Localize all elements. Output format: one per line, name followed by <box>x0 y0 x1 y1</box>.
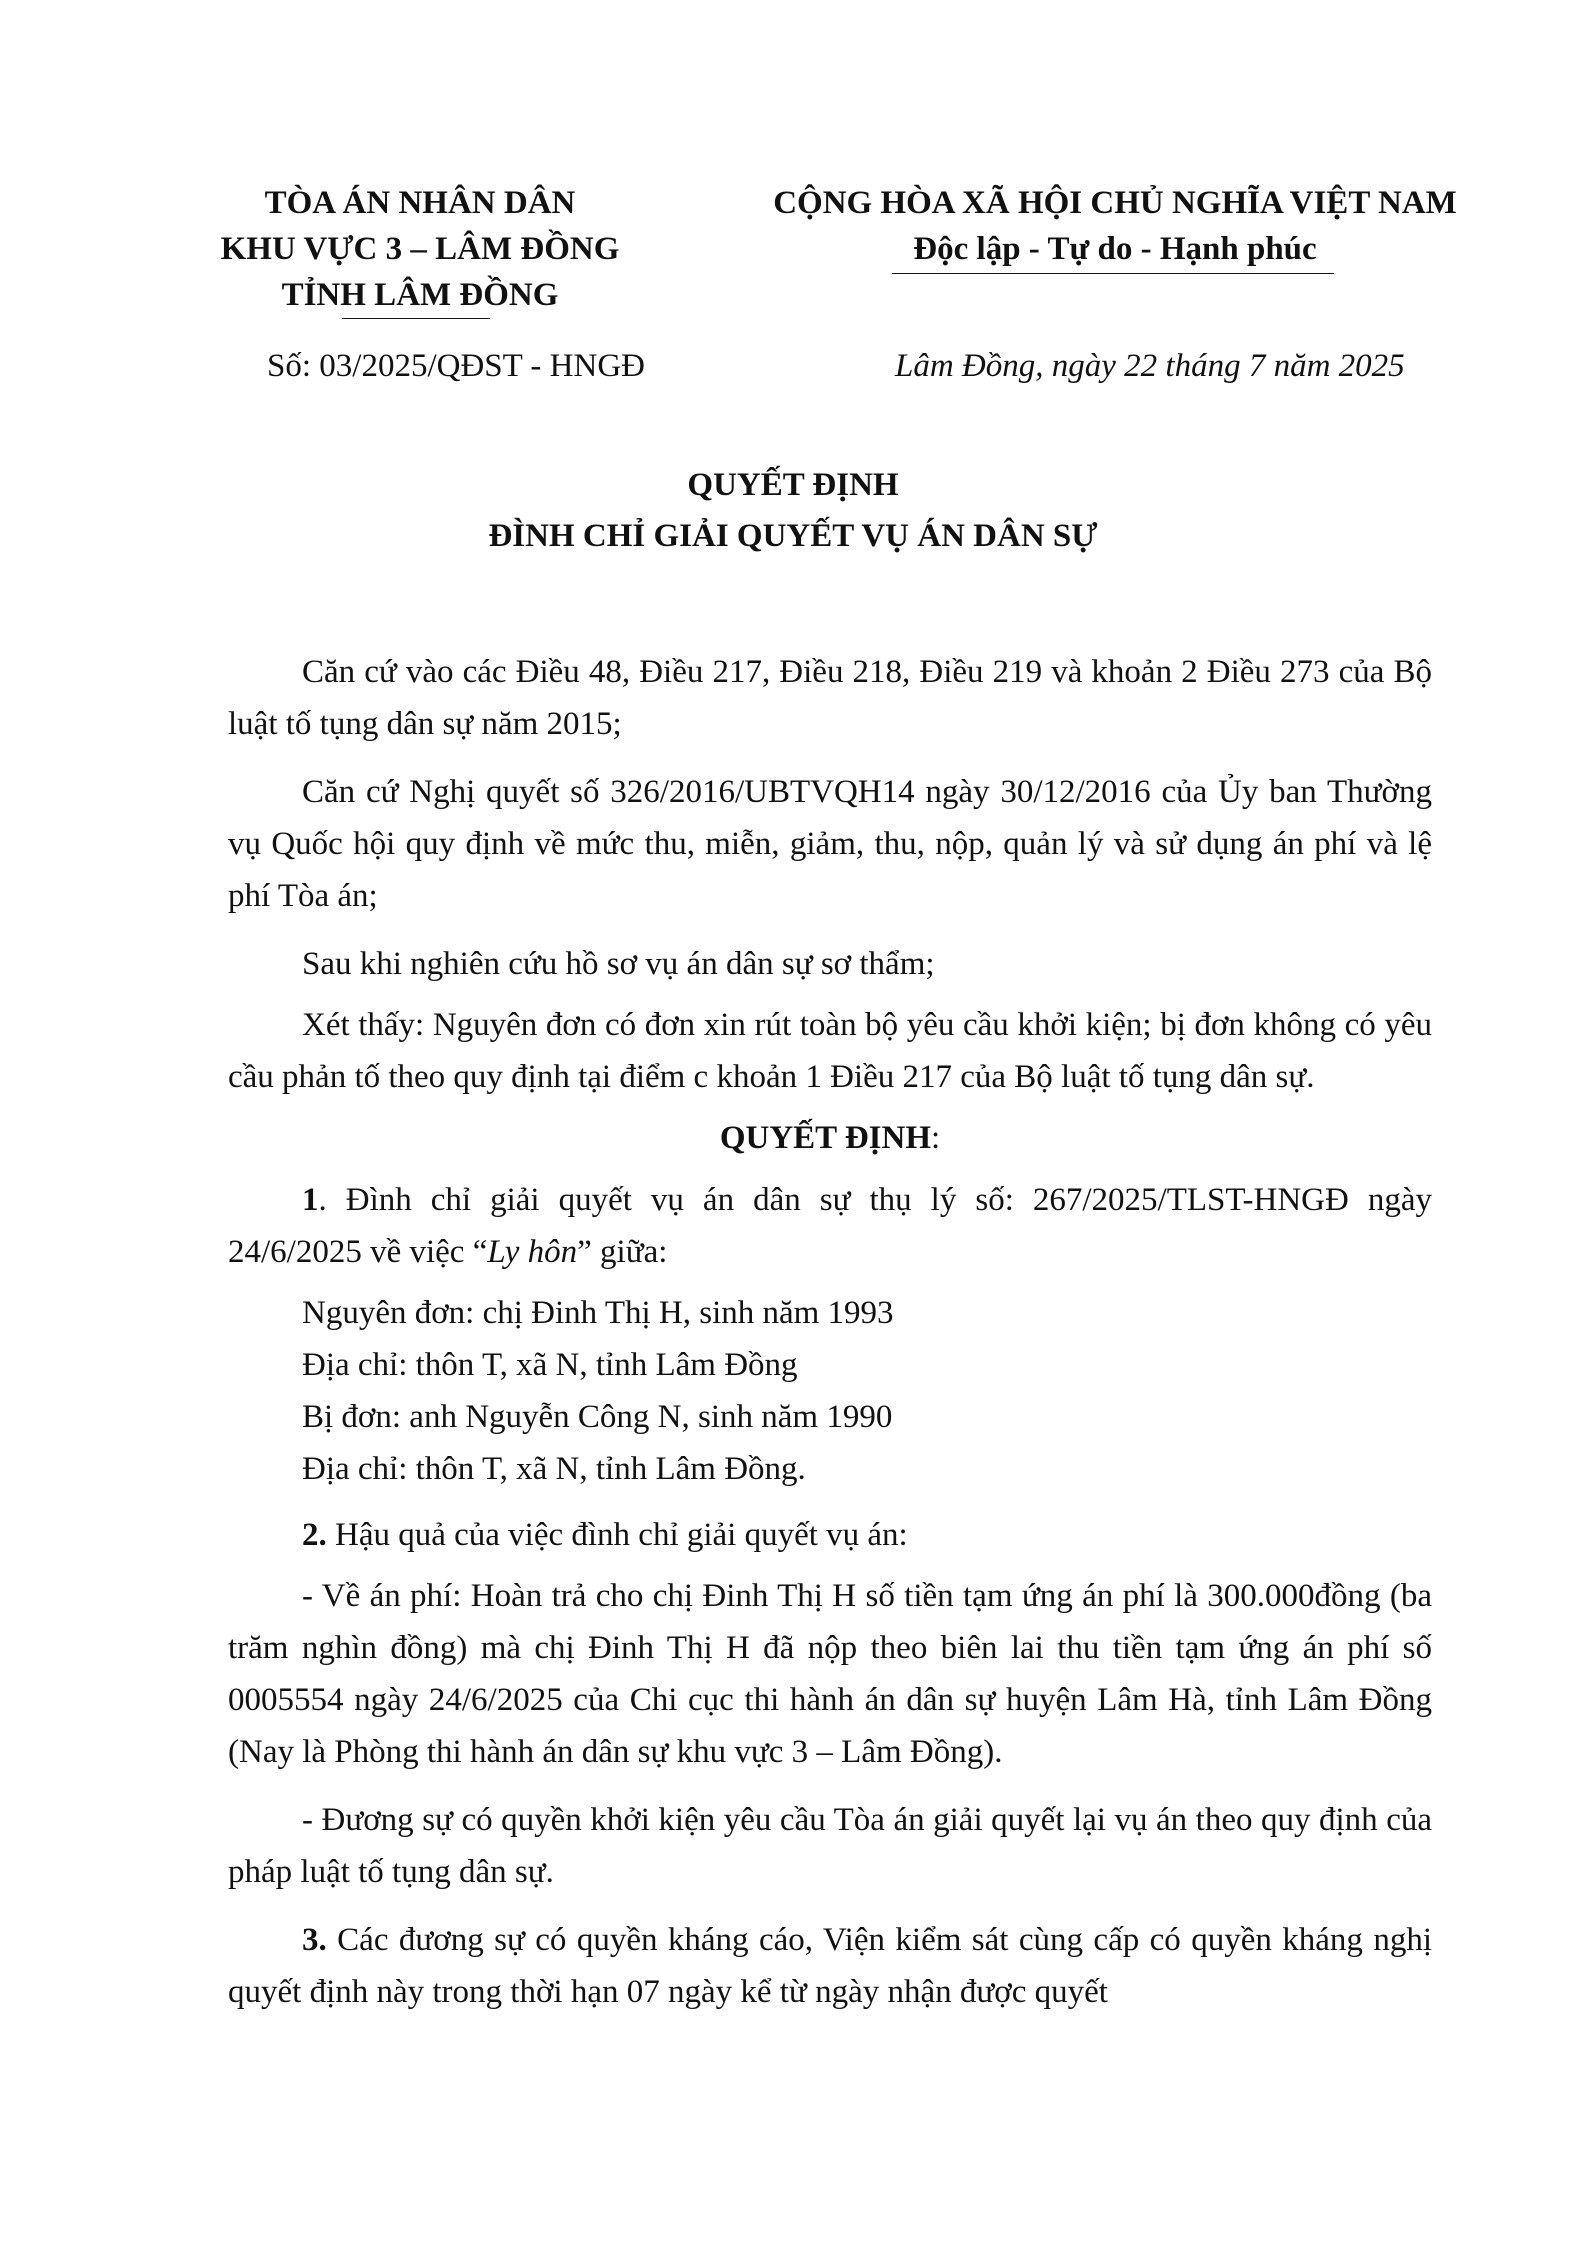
decision-heading-colon: : <box>931 1120 941 1156</box>
item-3-number: 3. <box>302 1922 327 1958</box>
basis-paragraph-1: Căn cứ vào các Điều 48, Điều 217, Điều 218, Điều 219 và khoản 2 Điều 273 của Bộ luật tố tụng dân sự năm 2015; <box>228 654 1432 742</box>
item-2-number: 2. <box>302 1517 327 1553</box>
plaintiff: Nguyên đơn: chị Đinh Thị H, sinh năm 1993 <box>302 1295 894 1331</box>
item-1-text-a: . Đình chỉ giải quyết vụ án dân sự thụ lý số: 267/2025/TLST-HNGĐ ngày 24/6/2025 về việc “ <box>228 1182 1432 1270</box>
court-name-line1: TÒA ÁN NHÂN DÂN <box>264 185 576 221</box>
document-number: Số: 03/2025/QĐST - HNGĐ <box>267 348 646 384</box>
rights-paragraph: - Đương sự có quyền khởi kiện yêu cầu Tòa án giải quyết lại vụ án theo quy định của pháp luật tố tụng dân sự. <box>228 1802 1432 1890</box>
item-3-text: Các đương sự có quyền kháng cáo, Viện kiểm sát cùng cấp có quyền kháng nghị quyết định này trong thời hạn 07 ngày kể từ ngày nhận được quyết <box>228 1922 1432 2010</box>
national-header <box>720 180 1510 272</box>
court-fee-paragraph: - Về án phí: Hoàn trả cho chị Đinh Thị H số tiền tạm ứng án phí là 300.000đồng (ba trăm nghìn đồng) mà chị Đinh Thị H đã nộp theo biên lai thu tiền tạm ứng án phí số 0005554 ngày 24/6/2025 của Chi cục thi hành án dân sự huyện Lâm Hà, tỉnh Lâm Đồng (Nay là Phòng thi hành án dân sự khu vực 3 – Lâm Đồng). <box>228 1578 1432 1770</box>
item-1-number: 1 <box>302 1182 319 1218</box>
defendant: Bị đơn: anh Nguyễn Công N, sinh năm 1990 <box>302 1399 893 1435</box>
basis-paragraph-3: Sau khi nghiên cứu hồ sơ vụ án dân sự sơ thẩm; <box>302 946 935 982</box>
case-type: Ly hôn <box>487 1234 578 1270</box>
item-2-text: Hậu quả của việc đình chỉ giải quyết vụ án: <box>326 1517 908 1553</box>
basis-paragraph-2: Căn cứ Nghị quyết số 326/2016/UBTVQH14 ngày 30/12/2016 của Ủy ban Thường vụ Quốc hội quy định về mức thu, miễn, giảm, thu, nộp, quản lý và sử dụng án phí và lệ phí Tòa án; <box>228 774 1432 914</box>
decision-item-2 <box>228 1509 1432 1561</box>
court-header <box>190 180 650 318</box>
document-title: QUYẾT ĐỊNH <box>687 467 899 503</box>
plaintiff-address: Địa chỉ: thôn T, xã N, tỉnh Lâm Đồng <box>302 1347 798 1383</box>
document-subtitle: ĐÌNH CHỈ GIẢI QUYẾT VỤ ÁN DÂN SỰ <box>488 518 1098 554</box>
basis-paragraph-4: Xét thấy: Nguyên đơn có đơn xin rút toàn bộ yêu cầu khởi kiện; bị đơn không có yêu cầu phản tố theo quy định tại điểm c khoản 1 Điều 217 của Bộ luật tố tụng dân sự. <box>228 1007 1432 1095</box>
defendant-address: Địa chỉ: thôn T, xã N, tỉnh Lâm Đồng. <box>302 1451 806 1487</box>
court-name-line2: KHU VỰC 3 – LÂM ĐỒNG <box>220 231 620 267</box>
decision-heading <box>228 1112 1432 1164</box>
national-motto-underline <box>892 273 1334 274</box>
document-date: Lâm Đồng, ngày 22 tháng 7 năm 2025 <box>895 348 1405 384</box>
court-header-underline <box>342 318 490 319</box>
national-motto: Độc lập - Tự do - Hạnh phúc <box>913 231 1317 267</box>
national-name: CỘNG HÒA XÃ HỘI CHỦ NGHĨA VIỆT NAM <box>773 185 1457 221</box>
court-name-line3: TỈNH LÂM ĐỒNG <box>281 277 559 313</box>
decision-heading-text: QUYẾT ĐỊNH <box>719 1120 931 1156</box>
document-body <box>228 646 1432 2027</box>
decision-item-1 <box>228 1174 1432 1278</box>
decision-item-3 <box>228 1914 1432 2018</box>
item-1-text-b: ” giữa: <box>577 1234 668 1270</box>
